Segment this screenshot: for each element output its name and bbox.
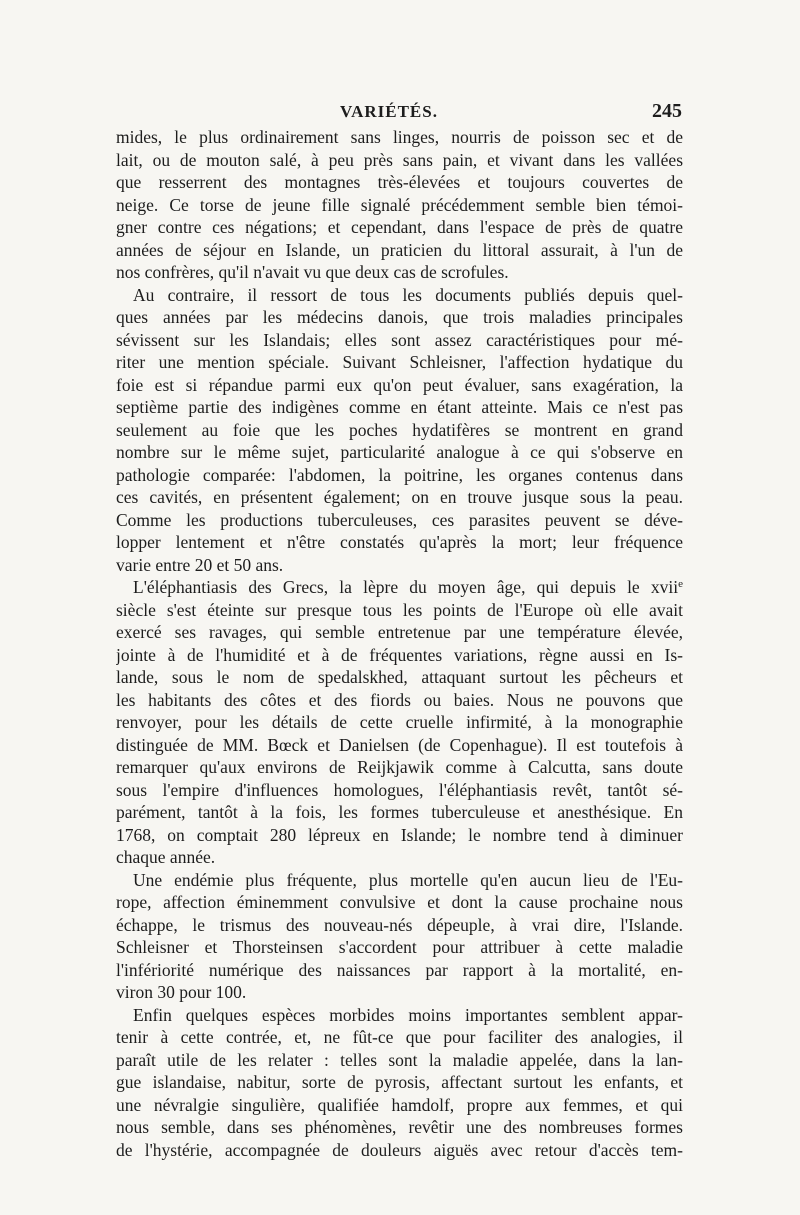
text-line-content: foie est si répandue parmi eux qu'on peut évaluer, sans exagération, la — [116, 374, 683, 395]
text-line-content: gner contre ces négations; et cependant, dans l'espace de près de quatre — [116, 217, 683, 237]
text-line — [116, 464, 683, 487]
text-line — [116, 801, 683, 824]
text-line — [116, 396, 683, 419]
text-line — [116, 1094, 683, 1117]
text-line-content: 1768, on comptait 280 lépreux en Islande; le nombre tend à diminuer — [116, 824, 683, 845]
text-line — [116, 756, 683, 779]
text-line-content: Une endémie plus fréquente, plus mortelle qu'en aucun lieu de l'Eu- — [133, 869, 683, 890]
text-line — [116, 284, 683, 307]
text-line-content: rope, affection éminemment convulsive et dont la cause prochaine nous — [116, 892, 683, 912]
text-line-content: les habitants des côtes et des fiords ou baies. Nous ne pouvons que — [116, 689, 683, 710]
text-line-content: années de séjour en Islande, un praticien du littoral assurait, à l'un de — [116, 239, 683, 260]
text-line-content: nos confrères, qu'il n'avait vu que deux cas de scrofules. — [116, 262, 509, 282]
text-line-content: neige. Ce torse de jeune fille signalé précédemment semble bien témoi- — [116, 194, 683, 215]
text-line-content: que resserrent des montagnes très-élevées et toujours couvertes de — [116, 172, 683, 192]
text-line-content: seulement au foie que les poches hydatifères se montrent en grand — [116, 419, 683, 440]
text-line-content: parément, tantôt à la fois, les formes tuberculeuse et anesthésique. En — [116, 802, 683, 822]
text-line — [116, 959, 683, 982]
text-line — [116, 644, 683, 667]
text-line-content: ques années par les médecins danois, que trois maladies principales — [116, 307, 683, 327]
text-line-content: chaque année. — [116, 847, 216, 867]
text-line — [116, 1049, 683, 1072]
text-line — [116, 351, 683, 374]
text-line-content: Enfin quelques espèces morbides moins importantes semblent appar- — [133, 1004, 683, 1025]
text-line — [116, 891, 683, 914]
text-line — [116, 1071, 683, 1094]
text-line — [116, 576, 683, 599]
text-line-content: lait, ou de mouton salé, à peu près sans pain, et vivant dans les vallées — [116, 149, 683, 170]
text-line-content: de l'hystérie, accompagnée de douleurs aiguës avec retour d'accès tem- — [116, 1139, 683, 1160]
text-line-content: pathologie comparée: l'abdomen, la poitrine, les organes contenus dans — [116, 464, 683, 485]
text-line — [116, 239, 683, 262]
text-line — [116, 711, 683, 734]
text-line-content: viron 30 pour 100. — [116, 982, 247, 1002]
text-line-content: ces cavités, en présentent également; on en trouve jusque sous la peau. — [116, 487, 683, 507]
text-line — [116, 261, 683, 284]
text-line — [116, 531, 683, 554]
text-line — [116, 779, 683, 802]
text-line-content: sévissent sur les Islandais; elles sont assez caractéristiques pour mé- — [116, 329, 683, 350]
text-line — [116, 981, 683, 1004]
text-line-content: gue islandaise, nabitur, sorte de pyrosis, affectant surtout les enfants, et — [116, 1072, 683, 1092]
text-line-content: sous l'empire d'influences homologues, l'éléphantiasis revêt, tantôt sé- — [116, 779, 683, 800]
text-line — [116, 1004, 683, 1027]
text-line — [116, 419, 683, 442]
text-line — [116, 599, 683, 622]
text-line-content: lopper lentement et n'être constatés qu'après la mort; leur fréquence — [116, 532, 683, 552]
text-line-content: Comme les productions tuberculeuses, ces parasites peuvent se déve- — [116, 509, 683, 530]
text-line-content: Schleisner et Thorsteinsen s'accordent pour attribuer à cette maladie — [116, 937, 683, 957]
text-line — [116, 1139, 683, 1162]
text-line — [116, 509, 683, 532]
page-number: 245 — [652, 100, 682, 122]
text-line-content: jointe à de l'humidité et à de fréquentes variations, règne aussi en Is- — [116, 644, 683, 665]
text-line — [116, 329, 683, 352]
text-line-content: L'éléphantiasis des Grecs, la lèpre du moyen âge, qui depuis le xvii — [133, 577, 679, 597]
text-line-content: distinguée de MM. Bœck et Danielsen (de Copenhague). Il est toutefois à — [116, 734, 683, 755]
text-line — [116, 689, 683, 712]
text-line — [116, 1116, 683, 1139]
superscript: e — [678, 578, 683, 590]
text-line-content: siècle s'est éteinte sur presque tous les points de l'Europe où elle avait — [116, 599, 683, 620]
text-line-content: tenir à cette contrée, et, ne fût-ce que pour faciliter des analogies, il — [116, 1027, 683, 1047]
text-line — [116, 846, 683, 869]
body-text — [116, 126, 683, 1161]
text-line-content: une névralgie singulière, qualifiée hamdolf, propre aux femmes, et qui — [116, 1094, 683, 1115]
text-line — [116, 869, 683, 892]
text-line — [116, 149, 683, 172]
text-line — [116, 734, 683, 757]
text-line — [116, 441, 683, 464]
text-line — [116, 621, 683, 644]
text-line-content: nombre sur le même sujet, particularité analogue à ce qui s'observe en — [116, 442, 683, 462]
text-line-content: Au contraire, il ressort de tous les documents publiés depuis quel- — [133, 284, 683, 305]
text-line-content: paraît utile de les relater : telles sont la maladie appelée, dans la lan- — [116, 1049, 683, 1070]
text-line-content: échappe, le trismus des nouveau-nés dépeuple, à vrai dire, l'Islande. — [116, 914, 683, 935]
text-line-content: remarquer qu'aux environs de Reijkjawik comme à Calcutta, sans doute — [116, 757, 683, 777]
text-line — [116, 126, 683, 149]
text-line-content: varie entre 20 et 50 ans. — [116, 554, 284, 575]
running-head: VARIÉTÉS. — [340, 102, 438, 121]
text-line — [116, 1026, 683, 1049]
text-line-content: mides, le plus ordinairement sans linges, nourris de poisson sec et de — [116, 127, 683, 147]
text-line — [116, 306, 683, 329]
text-line — [116, 666, 683, 689]
text-line — [116, 914, 683, 937]
page-header — [0, 100, 800, 128]
text-line — [116, 554, 683, 577]
text-line-content: renvoyer, pour les détails de cette cruelle infirmité, à la monographie — [116, 712, 683, 732]
text-line-content: exercé ses ravages, qui semble entretenue par une température élevée, — [116, 622, 683, 642]
text-line — [116, 171, 683, 194]
text-line-content: lande, sous le nom de spedalskhed, attaquant surtout les pêcheurs et — [116, 667, 683, 687]
text-line-content: nous semble, dans ses phénomènes, revêtir une des nombreuses formes — [116, 1117, 683, 1137]
text-line-content: l'infériorité numérique des naissances par rapport à la mortalité, en- — [116, 959, 683, 980]
text-line — [116, 824, 683, 847]
text-line — [116, 486, 683, 509]
text-line — [116, 216, 683, 239]
text-line-content: septième partie des indigènes comme en étant atteinte. Mais ce n'est pas — [116, 397, 683, 417]
text-line — [116, 194, 683, 217]
text-line — [116, 936, 683, 959]
text-line-content: riter une mention spéciale. Suivant Schleisner, l'affection hydatique du — [116, 352, 683, 372]
text-line — [116, 374, 683, 397]
